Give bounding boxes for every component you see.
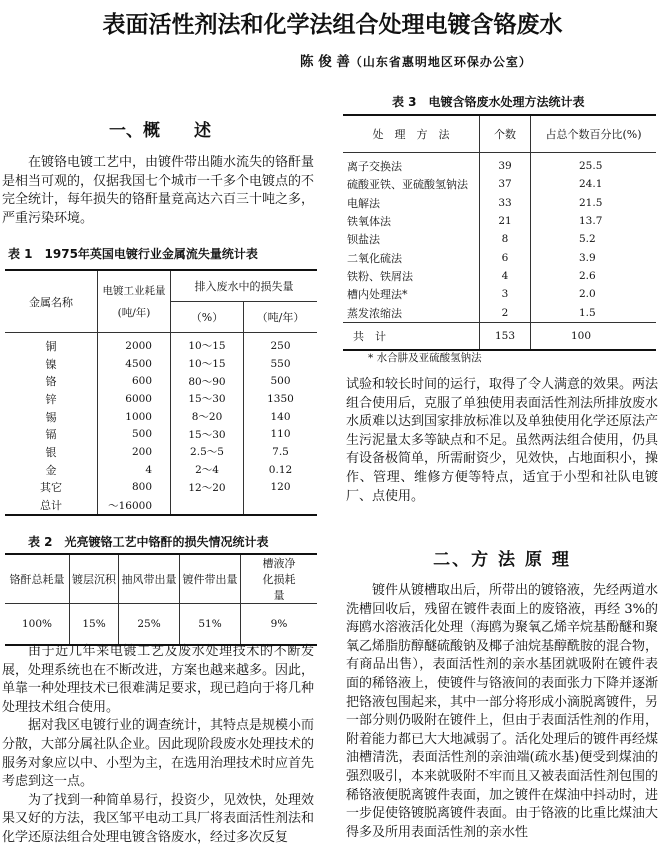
table1-cell-loss-pct: 8～20 [171, 408, 244, 426]
section-heading-overview: 一、概 述 [109, 121, 211, 141]
table3-header-method: 处 理 方 法 [343, 115, 480, 153]
table1-cell-metal: 银 [45, 445, 57, 459]
table1-caption: 表 1 1975年英国电镀行业金属流失量统计表 [8, 247, 258, 261]
paragraph: 试验和较长时间的运行，取得了令人满意的效果。两法组合使用后，克服了单独使用表面活性剂法所排放废水水质难以达到国家排放标准以及单独使用化学还原法产生污泥量太多等缺点和不足。虽然两法组合使用，仍具有设备极简单，所需耐资少，见效快，占地面积小，操作、管理、维修方便等特点，适宜于小型和社队电镀厂、点使用。 [346, 377, 659, 504]
table1-header-metal: 金属名称 [5, 270, 98, 333]
table1-cell-loss-ton: 110 [244, 425, 318, 443]
table1-cell-loss-ton: 7.5 [244, 443, 318, 461]
table1-cell-metal: 镉 [45, 428, 57, 442]
table2-value: 25% [119, 604, 180, 646]
table1-cell-loss-pct: 15～30 [171, 425, 244, 443]
table1 [5, 269, 317, 516]
table3-row [343, 153, 656, 176]
table1-cell-loss-pct: 15～30 [171, 390, 244, 408]
table1-cell-consumption: 200 [98, 443, 171, 461]
table1-cell-consumption: ～16000 [98, 496, 171, 515]
overview-paragraphs-continued [2, 643, 314, 848]
table3-row [343, 285, 656, 303]
table2-header: 铬酐总耗量 [5, 554, 70, 604]
table3-row [343, 212, 656, 230]
table3-cell-method: 硫酸亚铁、亚硫酸氢钠法 [347, 178, 468, 192]
author-affiliation: （山东省惠明地区环保办公室） [349, 55, 532, 69]
table3-cell-pct: 2.0 [531, 285, 657, 303]
table1-row [5, 496, 317, 515]
table1-cell-loss-pct: 10～15 [171, 333, 244, 355]
table3-header-count: 个数 [480, 115, 531, 153]
table2-value: 51% [180, 604, 241, 646]
table3-cell-count: 37 [480, 175, 531, 193]
table1-row [5, 333, 317, 355]
table2-value: 100% [21, 618, 53, 630]
table3-cell-method: 蒸发浓缩法 [347, 306, 402, 320]
table1-cell-consumption: 4500 [98, 355, 171, 373]
table1-header-consumption: 电镀工业耗量(吨/年) [98, 270, 171, 333]
table3-row [343, 230, 656, 248]
table1-cell-consumption: 600 [98, 372, 171, 390]
table1-cell-loss-ton: 550 [244, 355, 318, 373]
table3-row [343, 175, 656, 193]
table3-cell-pct: 13.7 [531, 212, 657, 230]
table3-cell-pct: 21.5 [531, 194, 657, 212]
table3-header-pct: 占总个数百分比(%) [531, 115, 657, 153]
table3-cell-pct: 5.2 [531, 230, 657, 248]
table1-cell-metal: 金 [45, 463, 57, 477]
table2-header: 抽风带出量 [119, 554, 180, 604]
table2-value: 9% [241, 604, 318, 646]
table3-cell-pct: 24.1 [531, 175, 657, 193]
table3-total-pct: 100 [531, 322, 657, 350]
table1-cell-loss-pct [171, 496, 244, 515]
table1-cell-loss-ton [244, 496, 318, 515]
table1-cell-consumption: 6000 [98, 390, 171, 408]
overview-paragraph-1 [2, 154, 314, 228]
table3-cell-method: 电解法 [347, 196, 380, 210]
table1-cell-loss-pct: 2.5～5 [171, 443, 244, 461]
table2-value: 15% [70, 604, 119, 646]
table1-cell-loss-pct: 80～90 [171, 372, 244, 390]
table3-cell-method: 槽内处理法* [347, 288, 408, 302]
table3-cell-count: 2 [480, 303, 531, 322]
table3-total-label: 共 计 [343, 322, 480, 350]
article-title: 表面活性剂法和化学法组合处理电镀含铬废水 [102, 12, 563, 38]
table2 [5, 553, 317, 646]
table1-cell-loss-pct: 2～4 [171, 461, 244, 479]
table1-cell-loss-ton: 0.12 [244, 461, 318, 479]
paragraph: 为了找到一种简单易行，投资少，见效快，处理效果又好的方法，我区邹平电动工具厂将表面活性剂法和化学还原法组合处理电镀含铬废水，经过多次反复 [2, 792, 315, 845]
table1-cell-loss-ton: 1350 [244, 390, 318, 408]
table3-footnote: * 水合肼及亚硫酸氢钠法 [368, 352, 482, 364]
table3-caption: 表 3 电镀含铬废水处理方法统计表 [392, 95, 585, 109]
table1-cell-loss-ton: 500 [244, 372, 318, 390]
table3-row [343, 248, 656, 266]
table3-total-count: 153 [480, 322, 531, 350]
paragraph: 据对我区电镀行业的调查统计，其特点是规模小而分散，大部分属社队企业。因此现阶段废水处理技术的服务对象应以中、小型为主，在选用治理技术时应首先考虑到这一点。 [2, 718, 315, 790]
table1-cell-loss-ton: 250 [244, 333, 318, 355]
table3-cell-method: 二氧化硫法 [347, 251, 402, 265]
table1-cell-metal: 其它 [40, 481, 62, 495]
table1-header-loss: 排入废水中的损失量 [171, 270, 318, 302]
section-heading-principle: 二、方 法 原 理 [433, 550, 571, 570]
table3-cell-pct: 1.5 [531, 303, 657, 322]
table3 [343, 114, 656, 351]
table2-header: 镀件带出量 [180, 554, 241, 604]
table1-cell-metal: 锌 [45, 392, 57, 406]
table1-cell-consumption: 1000 [98, 408, 171, 426]
results-paragraph [346, 376, 658, 506]
table1-cell-metal: 铜 [45, 339, 57, 353]
table1-cell-loss-pct: 10～15 [171, 355, 244, 373]
table1-row [5, 390, 317, 408]
table1-cell-metal: 总计 [40, 499, 62, 513]
table3-row [343, 267, 656, 285]
table1-cell-consumption: 4 [98, 461, 171, 479]
table3-cell-count: 6 [480, 248, 531, 266]
table1-cell-consumption: 2000 [98, 333, 171, 355]
table3-cell-count: 8 [480, 230, 531, 248]
table3-cell-pct: 25.5 [531, 153, 657, 176]
author-name: 陈 俊 善 [300, 54, 350, 70]
table3-cell-pct: 2.6 [531, 267, 657, 285]
table1-row [5, 461, 317, 479]
table1-cell-metal: 铬 [45, 375, 57, 389]
table2-header: 槽液净化损耗量 [241, 554, 318, 604]
paragraph: 镀件从镀槽取出后，所带出的镀铬液，先经两道水洗槽回收后，残留在镀件表面上的废铬液，再经 3%的海鸥水溶液活化处理（海鸥为聚氧乙烯辛烷基酚醚和聚氧乙烯脂肪醇醚硫酸钠及椰子油烷基醇酰胺的混合物，有商品出售），表面活性剂的亲水基团就吸附在镀件表面的稀铬液上，使镀件与铬液间的表面张力下降并逐渐把铬液包围起来，其中一部分将形成小滴脱离镀件，另一部分则仍吸附在镀件上，但由于表面活性剂的作用，附着能力都已大大地减弱了。活化处理后的镀件再经煤油槽清洗，表面活性剂的亲油端(疏水基)便受到煤油的强烈吸引，本来就吸附不牢而且又被表面活性剂包围的稀铬液便脱离镀件表面，加之镀件在煤油中抖动时，进一步促使铬镀脱离镀件表面。由于铬液的比重比煤油大得多及所用表面活性剂的亲水性 [346, 583, 659, 840]
paragraph: 在镀铬电镀工艺中，由镀件带出随水流失的铬酐量是相当可观的，仅据我国七个城市一千多个电镀点的不完全统计，每年损失的铬酐量竟高达六百三十吨之多，严重污染环境。 [2, 155, 315, 226]
table1-cell-metal: 锡 [45, 410, 57, 424]
table3-cell-method: 铁粉、铁屑法 [347, 269, 413, 283]
table3-cell-method: 钡盐法 [347, 233, 380, 247]
table1-cell-consumption: 800 [98, 479, 171, 497]
table1-row [5, 372, 317, 390]
table3-cell-count: 33 [480, 194, 531, 212]
table3-cell-count: 39 [480, 153, 531, 176]
table2-header: 镀层沉积 [70, 554, 119, 604]
table1-row [5, 408, 317, 426]
principle-paragraph [346, 582, 658, 842]
table1-cell-loss-ton: 140 [244, 408, 318, 426]
table3-row [343, 194, 656, 212]
table1-header-loss-pct: （%） [171, 302, 244, 333]
table1-row [5, 425, 317, 443]
table1-header-loss-ton: （吨/年） [244, 302, 318, 333]
table1-cell-loss-pct: 12～20 [171, 479, 244, 497]
table3-row [343, 303, 656, 322]
table1-row [5, 355, 317, 373]
table3-cell-count: 3 [480, 285, 531, 303]
table1-row [5, 443, 317, 461]
table2-caption: 表 2 光亮镀铬工艺中铬酐的损失情况统计表 [28, 535, 269, 549]
table1-cell-metal: 镍 [45, 357, 57, 371]
table3-cell-method: 铁氧体法 [347, 215, 391, 229]
table3-cell-count: 21 [480, 212, 531, 230]
paragraph: 由于近几年来电镀工艺及废水处理技术的不断发展，处理系统也在不断改进，方案也越来越多。因此，单靠一种处理技术已很难满足要求，现已趋向于将几种处理技术组合使用。 [2, 644, 315, 715]
table1-row [5, 479, 317, 497]
table3-cell-method: 离子交换法 [347, 160, 402, 174]
table3-cell-pct: 3.9 [531, 248, 657, 266]
table1-cell-consumption: 500 [98, 425, 171, 443]
table3-cell-count: 4 [480, 267, 531, 285]
table1-cell-loss-ton: 120 [244, 479, 318, 497]
author-line [300, 50, 532, 70]
